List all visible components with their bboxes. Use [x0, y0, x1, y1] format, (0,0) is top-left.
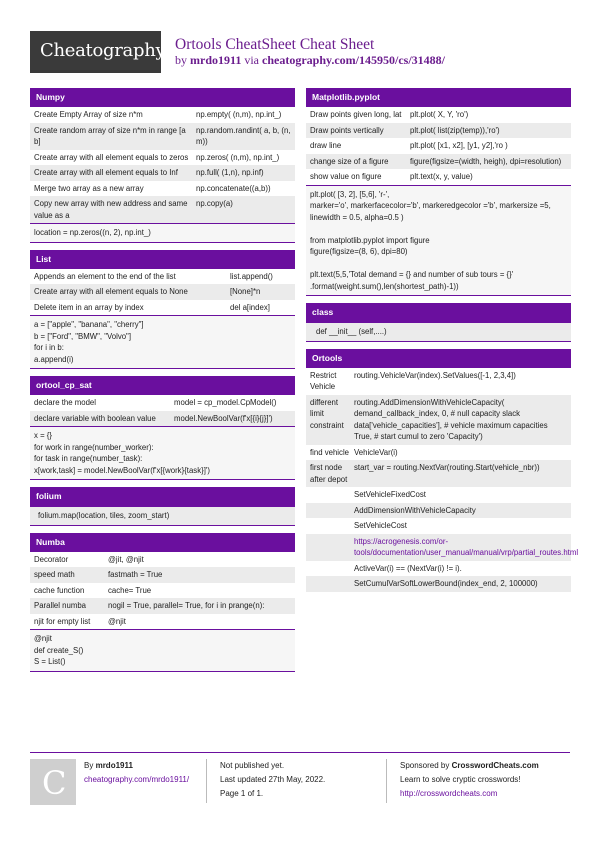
table-row — [306, 154, 571, 170]
row-label: different limit constraint — [310, 397, 344, 430]
footer-divider — [206, 759, 207, 803]
row-label — [310, 489, 354, 501]
row-label: change size of a figure — [310, 156, 389, 166]
right-column — [306, 88, 579, 599]
row-value: np.full( (1,n), np.inf) — [196, 168, 264, 177]
cheatography-logo[interactable] — [30, 31, 166, 73]
table-row — [306, 460, 571, 487]
table-row — [306, 107, 571, 123]
table-row — [306, 395, 571, 445]
row-value: plt.plot( [x1, x2], [y1, y2],'ro ) — [410, 141, 508, 150]
row-label: show value on figure — [310, 172, 382, 181]
row-label: speed math — [34, 570, 75, 579]
code-note: x = {} for work in range(number_worker): for task in range(number_task): x[work,task] = model.NewBoolVar(f'x[{work}{task}]') — [30, 426, 295, 480]
table-row — [30, 567, 295, 583]
row-label: Copy new array with new address and same value as a — [34, 199, 188, 220]
row-label: Parallel numba — [34, 601, 87, 610]
section-title: Ortools — [306, 349, 571, 368]
code-note: @njit def create_S() S = List() — [30, 629, 295, 672]
row-label — [310, 536, 354, 559]
logo-text: Cheatography — [40, 40, 166, 61]
table-row — [30, 165, 295, 181]
row-value: start_var = routing.NextVar(routing.Start(vehicle_nbr)) — [354, 463, 540, 472]
numba-section — [30, 533, 295, 672]
row-value: np.empty( (n,m), np.int_) — [196, 110, 282, 119]
row-value: np.concatenate((a,b)) — [196, 183, 271, 193]
row-value: cache= True — [108, 585, 152, 595]
section-title: folium — [30, 487, 295, 506]
row-label: first node after depot — [310, 463, 348, 484]
page-number: Page 1 of 1. — [220, 789, 264, 798]
code-note: folium.map(location, tiles, zoom_start) — [30, 506, 295, 526]
table-row — [306, 503, 571, 519]
code-note: a = ["apple", "banana", "cherry"] b = ["Ford", "BMW", "Volvo"] for i in b: a.append(i) — [30, 315, 295, 369]
row-label: Create Empty Array of size n*m — [34, 110, 143, 119]
row-label — [310, 578, 354, 590]
ortools-section — [306, 349, 579, 592]
row-value: [None]*n — [230, 287, 261, 296]
row-label: Create array with all element equals to zeros — [34, 152, 189, 162]
sponsor-text: Learn to solve cryptic crosswords! — [400, 775, 521, 784]
published-status: Not published yet. — [220, 761, 285, 770]
row-label: njit for empty list — [34, 616, 91, 626]
last-updated: Last updated 27th May, 2022. — [220, 775, 326, 784]
row-value: nogil = True, parallel= True, for i in prange(n): — [108, 601, 265, 610]
row-value: plt.text(x, y, value) — [410, 172, 473, 181]
footer-author-link[interactable]: cheatography.com/mrdo1911/ — [84, 775, 190, 784]
row-value: np.random.randint( a, b, (n, m)) — [196, 125, 291, 146]
row-label: Delete item in an array by index — [34, 302, 144, 312]
ortool-cp-sat-section — [30, 376, 295, 480]
table-row — [306, 534, 579, 561]
footer-by-label: By — [84, 761, 94, 770]
class-section — [306, 303, 571, 342]
row-label: cache function — [34, 585, 85, 595]
row-value: model.NewBoolVar(f'x[{i}{j}]') — [174, 413, 273, 423]
table-row — [30, 614, 295, 630]
section-title: ortool_cp_sat — [30, 376, 295, 395]
table-row — [30, 411, 295, 427]
row-label: declare variable with boolean value — [34, 413, 156, 423]
row-value: ActiveVar(i) == (NextVar(i) != i). — [354, 563, 462, 573]
list-section — [30, 250, 295, 370]
table-row — [306, 123, 571, 139]
table-row — [306, 138, 571, 154]
row-value: @njit — [108, 616, 126, 626]
row-value: fastmath = True — [108, 570, 163, 579]
row-label: Create array with all element equals to None — [34, 287, 188, 296]
page-title: Ortools CheatSheet Cheat Sheet — [175, 36, 375, 53]
row-label: Decorator — [34, 554, 69, 564]
row-label: Appends an element to the end of the list — [34, 271, 176, 281]
table-row — [30, 284, 295, 300]
row-value: SetVehicleCost — [354, 521, 407, 530]
table-row — [30, 583, 295, 599]
row-label: Create random array of size n*m in range [a b] — [34, 125, 186, 146]
row-label: Draw points vertically — [310, 125, 384, 135]
row-value: VehicleVar(i) — [354, 447, 398, 457]
row-label: declare the model — [34, 398, 96, 407]
table-row — [30, 598, 295, 614]
row-label: find vehicle — [310, 447, 350, 457]
code-note: def __init__ (self,....) — [306, 322, 571, 342]
row-value: AddDimensionWithVehicleCapacity — [354, 505, 476, 515]
section-title: List — [30, 250, 295, 269]
row-value: SetVehicleFixedCost — [354, 490, 426, 499]
table-row — [30, 181, 295, 197]
footer-sponsor — [400, 759, 539, 801]
table-row — [30, 300, 295, 316]
documentation-link[interactable]: https://acrogenesis.com/or-tools/documentation/user_manual/manual/vrp/partial_routes.html — [354, 536, 579, 557]
author-link[interactable]: mrdo1911 — [190, 53, 242, 67]
code-note: plt.plot( [3, 2], [5,6], 'r-', marker='o', markerfacecolor='b', markeredgecolor ='b', markersize =5, linewidth = 0.5, alpha=0.5 ) from matplotlib.pyplot import figure figure(figsize=(8, 6), dpi=80) plt.text(5,5,'Total demand = {} and number of sub tours = {}' .format(weight.sum(),len(shortest_path)-1)) — [306, 185, 571, 297]
row-value: routing.AddDimensionWithVehicleCapacity( demand_callback_index, 0, # null capacity slack data['vehicle_capacities'], # vehicle maximum capacities True, # start cumul to zero 'Capacity') — [354, 397, 548, 441]
row-label: Draw points given long, lat — [310, 110, 402, 119]
section-title: Matplotlib.pyplot — [306, 88, 571, 107]
row-label: Create array with all element equals to Inf — [34, 168, 178, 177]
table-row — [30, 269, 295, 285]
footer-divider — [386, 759, 387, 803]
row-label — [310, 520, 354, 532]
row-value: np.zeros( (n,m), np.int_) — [196, 152, 280, 162]
row-value: SetCumulVarSoftLowerBound(index_end, 2, 100000) — [354, 579, 538, 588]
row-value: plt.plot( X, Y, 'ro') — [410, 110, 469, 119]
sponsor-name[interactable]: CrosswordCheats.com — [451, 761, 539, 770]
row-label — [310, 505, 354, 517]
table-row — [306, 445, 571, 461]
folium-section — [30, 487, 295, 526]
table-row — [30, 123, 295, 150]
row-value: plt.plot( list(zip(temp)),'ro') — [410, 125, 500, 135]
sponsor-link[interactable]: http://crosswordcheats.com — [400, 789, 498, 798]
row-value: list.append() — [230, 271, 273, 281]
row-value: @jit, @njit — [108, 554, 144, 564]
table-row — [30, 107, 295, 123]
table-row — [306, 576, 571, 592]
matplotlib-section — [306, 88, 571, 296]
table-row — [306, 518, 571, 534]
row-label: Merge two array as a new array — [34, 183, 144, 193]
footer-author-name[interactable]: mrdo1911 — [95, 761, 133, 770]
page-footer — [30, 752, 570, 813]
table-row — [30, 150, 295, 166]
section-title: Numpy — [30, 88, 295, 107]
row-value: del a[index] — [230, 302, 270, 312]
section-title: Numba — [30, 533, 295, 552]
by-label: by — [175, 53, 187, 67]
sheet-url-link[interactable]: cheatography.com/145950/cs/31488/ — [262, 53, 446, 67]
author-avatar[interactable] — [30, 759, 76, 805]
numpy-section — [30, 88, 295, 243]
row-value: model = cp_model.CpModel() — [174, 398, 277, 407]
table-row — [306, 487, 571, 503]
page-header — [0, 0, 600, 80]
footer-meta — [220, 759, 325, 801]
row-label: Restrict Vehicle — [310, 370, 337, 391]
table-row — [30, 395, 295, 411]
row-value: routing.VehicleVar(index).SetValues([-1, 2,3,4]) — [354, 370, 516, 380]
left-column — [30, 88, 295, 679]
table-row — [306, 169, 571, 185]
row-label: draw line — [310, 141, 342, 150]
row-label — [310, 563, 354, 575]
table-row — [306, 368, 571, 395]
code-note: location = np.zeros((n, 2), np.int_) — [30, 223, 295, 243]
sponsored-label: Sponsored by — [400, 761, 450, 770]
avatar-letter-icon: C — [42, 764, 67, 802]
table-row — [306, 561, 571, 577]
section-title: class — [306, 303, 571, 322]
table-row — [30, 552, 295, 568]
page-subtitle — [175, 53, 445, 68]
row-value: np.copy(a) — [196, 199, 233, 208]
via-label: via — [244, 53, 260, 67]
row-value: figure(figsize=(width, heigh), dpi=resolution) — [410, 156, 562, 166]
footer-author — [84, 759, 189, 787]
table-row — [30, 196, 295, 223]
